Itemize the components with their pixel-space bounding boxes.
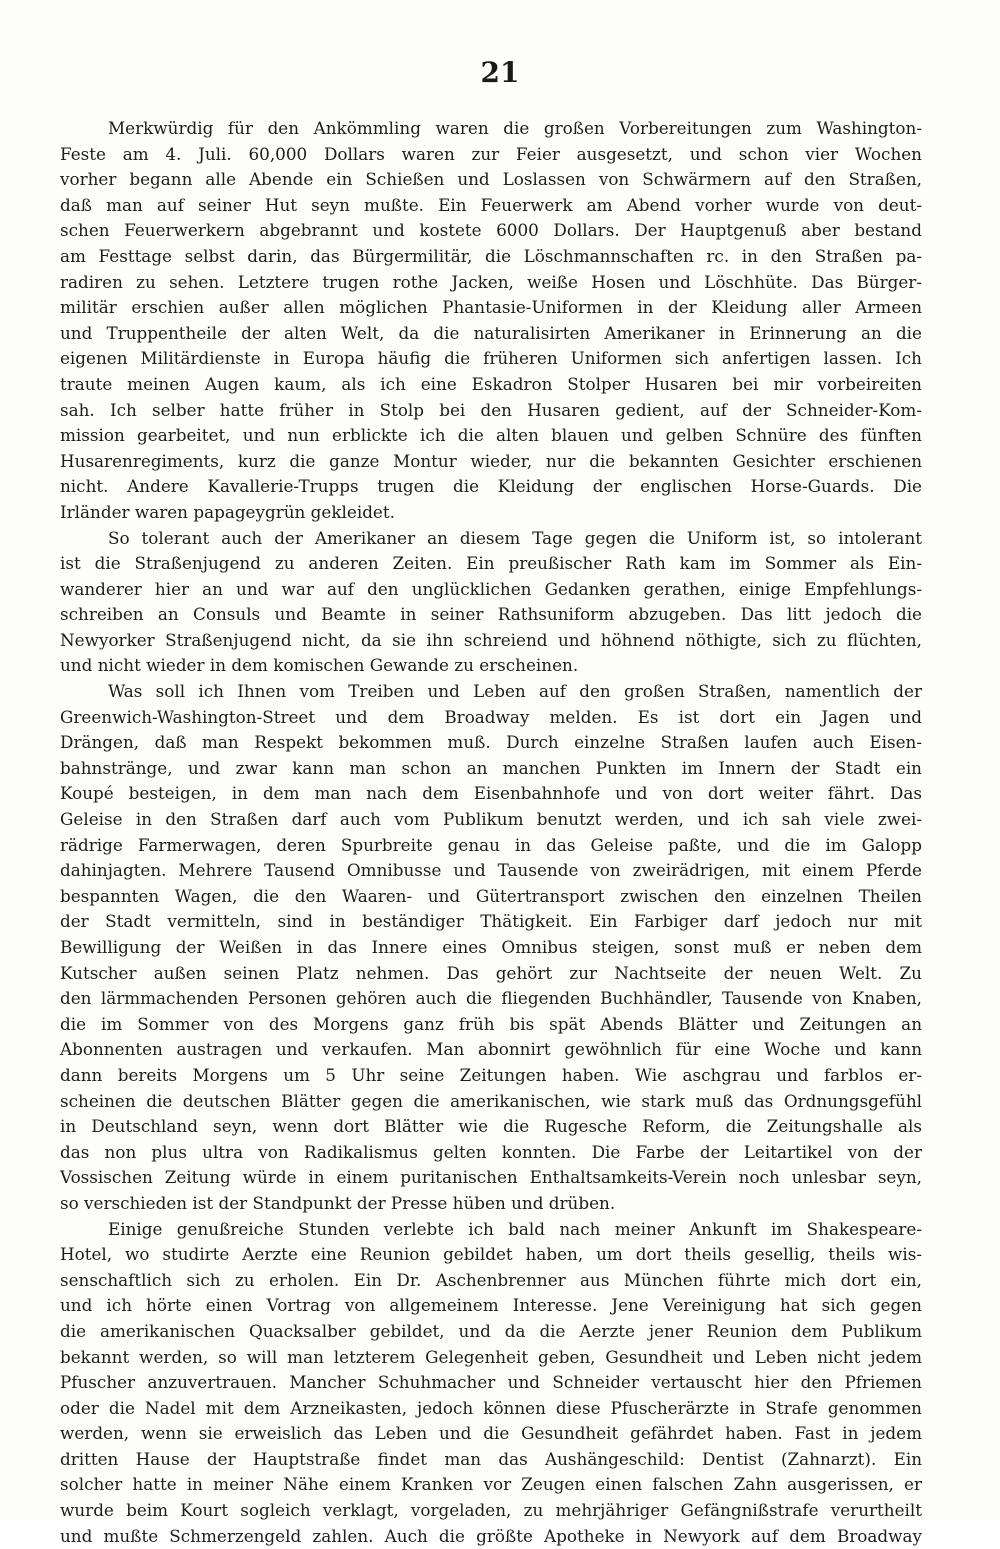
text-line: am Festtage selbst darin, das Bürgermilitär, die Löschmannschaften rc. in den Straßen pa- xyxy=(60,245,922,266)
text-line: so verschieden ist der Standpunkt der Presse hüben und drüben. xyxy=(60,1192,616,1213)
text-line: Husarenregiments, kurz die ganze Montur wieder, nur die bekannten Gesichter erschienen xyxy=(60,450,922,471)
text-line: militär erschien außer allen möglichen Phantasie-Uniformen in der Kleidung aller Armeen xyxy=(60,297,922,318)
text-line: Was soll ich Ihnen vom Treiben und Leben auf den großen Straßen, namentlich der xyxy=(108,681,922,702)
text-line: schen Feuerwerkern abgebrannt und kostete 6000 Dollars. Der Hauptgenuß aber bestand xyxy=(60,220,922,241)
text-line: Greenwich-Washington-Street und dem Broadway melden. Es ist dort ein Jagen und xyxy=(60,706,922,727)
text-line: werden, wenn sie erweislich das Leben und die Gesundheit gefährdet haben. Fast in jedem xyxy=(60,1423,922,1444)
text-line: und ich hörte einen Vortrag von allgemeinem Interesse. Jene Vereinigung hat sich gegen xyxy=(60,1295,922,1316)
text-line: oder die Nadel mit dem Arzneikasten, jedoch können diese Pfuscherärzte in Strafe genommen xyxy=(60,1397,922,1418)
text-line: in Deutschland seyn, wenn dort Blätter wie die Rugesche Reform, die Zeitungshalle als xyxy=(60,1116,922,1137)
text-line: vorher begann alle Abende ein Schießen und Loslassen von Schwärmern auf den Straßen, xyxy=(60,169,922,190)
text-line: Feste am 4. Juli. 60,000 Dollars waren zur Feier ausgesetzt, und schon vier Wochen xyxy=(60,143,922,164)
text-line: das non plus ultra von Radikalismus gelten konnten. Die Farbe der Leitartikel von der xyxy=(60,1141,922,1162)
text-line: wurde beim Kourt sogleich verklagt, vorgeladen, zu mehrjähriger Gefängnißstrafe verurtheilt xyxy=(60,1500,922,1521)
text-line: dann bereits Morgens um 5 Uhr seine Zeitungen haben. Wie aschgrau und farblos er- xyxy=(60,1064,922,1085)
text-line: und nicht wieder in dem komischen Gewande zu erscheinen. xyxy=(60,655,579,676)
text-line: rädrige Farmerwagen, deren Spurbreite genau in das Geleise paßte, und die im Galopp xyxy=(60,834,922,855)
text-line: mission gearbeitet, und nun erblickte ich die alten blauen und gelben Schnüre des fünften xyxy=(60,425,922,446)
page-number: 21 xyxy=(480,56,520,89)
text-line: nicht. Andere Kavallerie-Trupps trugen die Kleidung der englischen Horse-Guards. Die xyxy=(60,476,922,497)
text-line: eigenen Militärdienste in Europa häufig die früheren Uniformen sich anfertigen lassen. Ich xyxy=(60,348,922,369)
text-line: daß man auf seiner Hut seyn mußte. Ein Feuerwerk am Abend vorher wurde von deut- xyxy=(60,194,922,215)
text-line: Geleise in den Straßen darf auch vom Publikum benutzt werden, und ich sah viele zwei- xyxy=(60,809,922,830)
text-line: Vossischen Zeitung würde in einem puritanischen Enthaltsamkeits-Verein noch unlesbar seyn, xyxy=(60,1167,922,1188)
text-line: sah. Ich selber hatte früher in Stolp bei den Husaren gedient, auf der Schneider-Kom- xyxy=(60,399,922,420)
text-line: Pfuscher anzuvertrauen. Mancher Schuhmacher und Schneider vertauscht hier den Pfriemen xyxy=(60,1372,922,1393)
body-text xyxy=(60,116,922,1549)
text-line: bahnstränge, und zwar kann man schon an manchen Punkten im Innern der Stadt ein xyxy=(60,757,922,778)
text-line: den lärmmachenden Personen gehören auch die fliegenden Buchhändler, Tausende von Knaben, xyxy=(60,988,922,1009)
text-line: scheinen die deutschen Blätter gegen die amerikanischen, wie stark muß das Ordnungsgefühl xyxy=(60,1090,922,1111)
text-line: dahinjagten. Mehrere Tausend Omnibusse und Tausende von zweirädrigen, mit einem Pferde xyxy=(60,860,922,881)
text-line: und Truppentheile der alten Welt, da die naturalisirten Amerikaner in Erinnerung an die xyxy=(60,322,922,343)
text-line: ist die Straßenjugend zu anderen Zeiten. Ein preußischer Rath kam im Sommer als Ein- xyxy=(60,553,922,574)
text-line: bespannten Wagen, die den Waaren- und Gütertransport zwischen den einzelnen Theilen xyxy=(60,885,922,906)
text-line: wanderer hier an und war auf den unglücklichen Gedanken gerathen, einige Empfehlungs- xyxy=(60,578,922,599)
text-line: radiren zu sehen. Letztere trugen rothe Jacken, weiße Hosen und Löschhüte. Das Bürger- xyxy=(60,271,922,292)
text-line: traute meinen Augen kaum, als ich eine Eskadron Stolper Husaren bei mir vorbeireiten xyxy=(60,373,922,394)
text-line: senschaftlich sich zu erholen. Ein Dr. Aschenbrenner aus München führte mich dort ein, xyxy=(60,1269,922,1290)
text-line: Merkwürdig für den Ankömmling waren die großen Vorbereitungen zum Washington- xyxy=(108,118,922,138)
text-line: Einige genußreiche Stunden verlebte ich bald nach meiner Ankunft im Shakespeare- xyxy=(108,1218,922,1239)
text-line: die im Sommer von des Morgens ganz früh bis spät Abends Blätter und Zeitungen an xyxy=(60,1013,922,1034)
text-line: dritten Hause der Hauptstraße findet man das Aushängeschild: Dentist (Zahnarzt). Ein xyxy=(60,1448,922,1469)
text-line: Kutscher außen seinen Platz nehmen. Das gehört zur Nachtseite der neuen Welt. Zu xyxy=(60,962,922,983)
text-line: Newyorker Straßenjugend nicht, da sie ihn schreiend und höhnend nöthigte, sich zu flüchten, xyxy=(60,629,922,650)
text-line: Drängen, daß man Respekt bekommen muß. Durch einzelne Straßen laufen auch Eisen- xyxy=(60,732,922,753)
text-line: So tolerant auch der Amerikaner an diesem Tage gegen die Uniform ist, so intolerant xyxy=(108,527,922,548)
text-line: solcher hatte in meiner Nähe einem Kranken vor Zeugen einen falschen Zahn ausgerissen, er xyxy=(60,1474,922,1495)
text-line: Hotel, wo studirte Aerzte eine Reunion gebildet haben, um dort theils gesellig, theils wis- xyxy=(60,1244,922,1265)
text-line: Irländer waren papageygrün gekleidet. xyxy=(60,501,395,522)
text-line: bekannt werden, so will man letzterem Gelegenheit geben, Gesundheit und Leben nicht jedem xyxy=(60,1346,922,1367)
text-line: der Stadt vermitteln, sind in beständiger Thätigkeit. Ein Farbiger darf jedoch nur mit xyxy=(60,911,922,932)
text-line: schreiben an Consuls und Beamte in seiner Rathsuniform abzugeben. Das litt jedoch die xyxy=(60,604,922,625)
text-line: und mußte Schmerzengeld zahlen. Auch die größte Apotheke in Newyork auf dem Broadway xyxy=(60,1525,922,1546)
text-line: Koupé besteigen, in dem man nach dem Eisenbahnhofe und von dort weiter fährt. Das xyxy=(60,783,922,804)
text-line: Bewilligung der Weißen in das Innere eines Omnibus steigen, sonst muß er neben dem xyxy=(60,937,922,957)
text-line: die amerikanischen Quacksalber gebildet, und da die Aerzte jener Reunion dem Publikum xyxy=(60,1320,922,1341)
text-line: Abonnenten austragen und verkaufen. Man abonnirt gewöhnlich für eine Woche und kann xyxy=(60,1039,922,1060)
